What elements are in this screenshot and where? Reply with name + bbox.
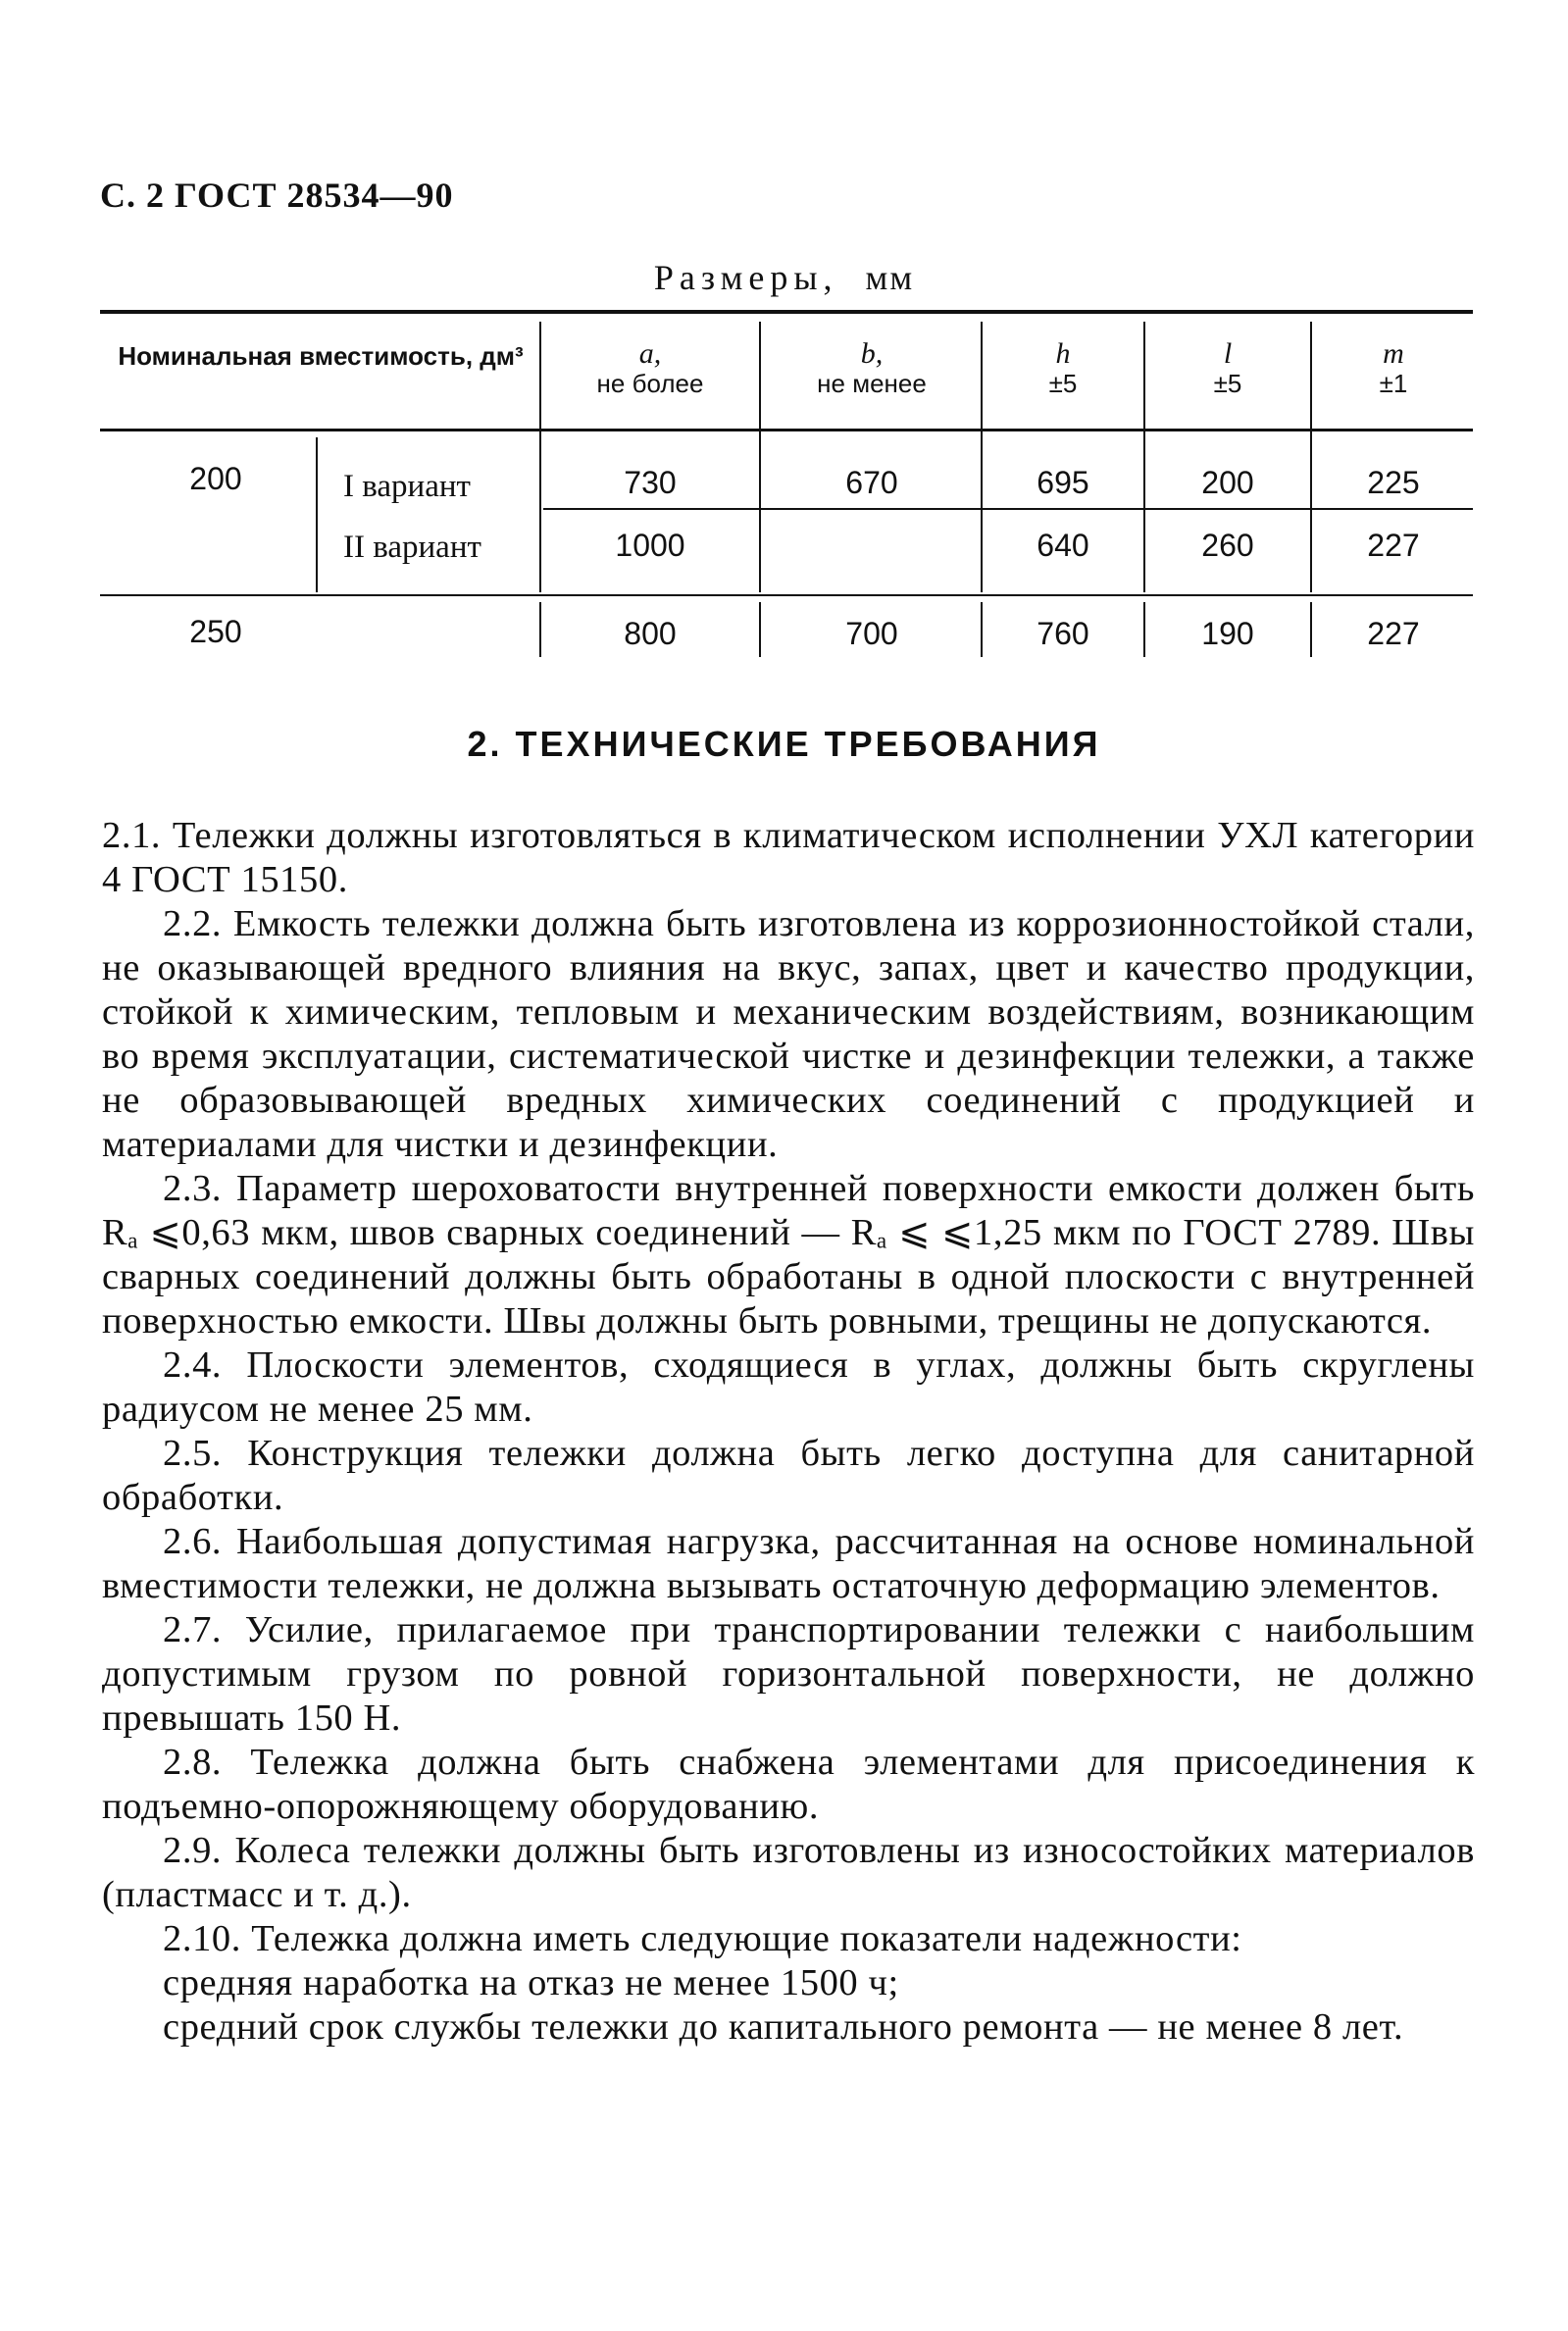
header-h-tolerance: ±5 [1048,369,1078,398]
row3-l: 190 [1201,616,1254,651]
col-rule-5 [1310,322,1312,439]
row1-a: 730 [624,465,677,500]
table-header-rule [100,429,1473,431]
header-l-tolerance: ±5 [1213,369,1242,398]
row1-m: 225 [1367,465,1420,500]
col-rule-1 [539,322,541,439]
row1-l: 200 [1201,465,1254,500]
body-text [102,814,1475,2050]
col-rule-2c [759,602,761,657]
row3-m: 227 [1367,616,1420,651]
row3-capacity: 250 [189,614,242,649]
col-rule-3c [981,602,983,657]
paragraph-2-6: 2.6. Наибольшая допустимая нагрузка, рассчитанная на основе номинальной вместимости тележки, не должна вызывать остаточную деформацию элементов. [102,1521,1475,1606]
col-rule-1c [539,602,541,657]
row3-h: 760 [1037,616,1089,651]
row2-h: 640 [1037,528,1089,563]
row1-b: 670 [845,465,898,500]
table-caption-text: Размеры, [653,258,838,297]
paragraph-2-7: 2.7. Усилие, прилагаемое при транспортировании тележки с наибольшим допустимым грузом по ровной горизонтальной поверхности, не должно превышать 150 Н. [102,1609,1475,1739]
col-rule-5c [1310,602,1312,657]
paragraph-2-1: 2.1. Тележки должны изготовляться в климатическом исполнении УХЛ категории 4 ГОСТ 15150. [102,815,1475,900]
paragraph-2-9: 2.9. Колеса тележки должны быть изготовлены из износостойких материалов (пластмасс и т. д.). [102,1830,1475,1915]
row1-variant: I вариант [343,469,471,504]
row2-a: 1000 [615,528,685,563]
header-a-note: не более [596,369,704,398]
header-b-symbol: b, [860,337,884,370]
col-rule-variant [316,437,318,592]
paragraph-2-4: 2.4. Плоскости элементов, сходящиеся в углах, должны быть скруглены радиусом не менее 25 мм. [102,1344,1475,1430]
row3-b: 700 [845,616,898,651]
table-row-rule [543,508,1473,510]
col-rule-4c [1143,602,1145,657]
row2-m: 227 [1367,528,1420,563]
row2-l: 260 [1201,528,1254,563]
page-header: С. 2 ГОСТ 28534—90 [100,176,454,215]
row3-a: 800 [624,616,677,651]
paragraph-2-2: 2.2. Емкость тележки должна быть изготовлена из коррозионностойкой стали, не оказывающей вредного влияния на вкус, запах, цвет и качество продукции, стойкой к химическим, тепловым и механическим воздействиям, возникающим во время эксплуатации, систематической чистке и дезинфекции тележки, а также не образовывающей вредных химических соединений с продукцией и материалами для чистки и дезинфекции. [102,903,1475,1165]
reliability-item-service-life: средний срок службы тележки до капитального ремонта — не менее 8 лет. [163,2006,1404,2048]
row2-variant: II вариант [343,530,481,565]
header-b [765,339,979,398]
header-m [1314,339,1473,398]
paragraph-2-8: 2.8. Тележка должна быть снабжена элементами для присоединения к подъемно-опорожняющему оборудованию. [102,1742,1475,1827]
col-rule-1b [539,437,541,592]
col-rule-2 [759,322,761,439]
header-a [545,339,755,398]
table-caption [0,257,1568,298]
paragraph-2-5: 2.5. Конструкция тележки должна быть легко доступна для санитарной обработки. [102,1433,1475,1518]
header-l-symbol: l [1223,337,1233,370]
header-h-symbol: h [1055,337,1071,370]
header-capacity: Номинальная вместимость, дм³ [118,341,524,371]
col-rule-3b [981,437,983,592]
reliability-item-mtbf: средняя наработка на отказ не менее 1500 ч; [163,1962,899,2003]
row1-capacity: 200 [189,461,242,496]
section-title: 2. ТЕХНИЧЕСКИЕ ТРЕБОВАНИЯ [467,724,1101,764]
paragraph-2-3: 2.3. Параметр шероховатости внутренней поверхности емкости должен быть Rₐ ⩽0,63 мкм, швов сварных соединений — Rₐ ⩽ ⩽1,25 мкм по ГОСТ 2789. Швы сварных соединений должны быть обработаны в одной плоскости с внутренней поверхностью емкости. Швы должны быть ровными, трещины не допускаются. [102,1168,1475,1342]
col-rule-2b [759,437,761,592]
header-a-symbol: a, [638,337,662,370]
header-m-symbol: m [1383,337,1404,370]
table-group-rule [100,594,1473,596]
paragraph-2-10: 2.10. Тележка должна иметь следующие показатели надежности: [163,1918,1242,1959]
col-rule-4b [1143,437,1145,592]
col-rule-5b [1310,437,1312,592]
header-m-tolerance: ±1 [1379,369,1408,398]
table-caption-unit: мм [865,258,915,297]
table-top-rule [100,310,1473,314]
header-b-note: не менее [817,369,927,398]
col-rule-3 [981,322,983,439]
col-rule-4 [1143,322,1145,439]
row1-h: 695 [1037,465,1089,500]
header-h [985,339,1141,398]
header-l [1147,339,1308,398]
